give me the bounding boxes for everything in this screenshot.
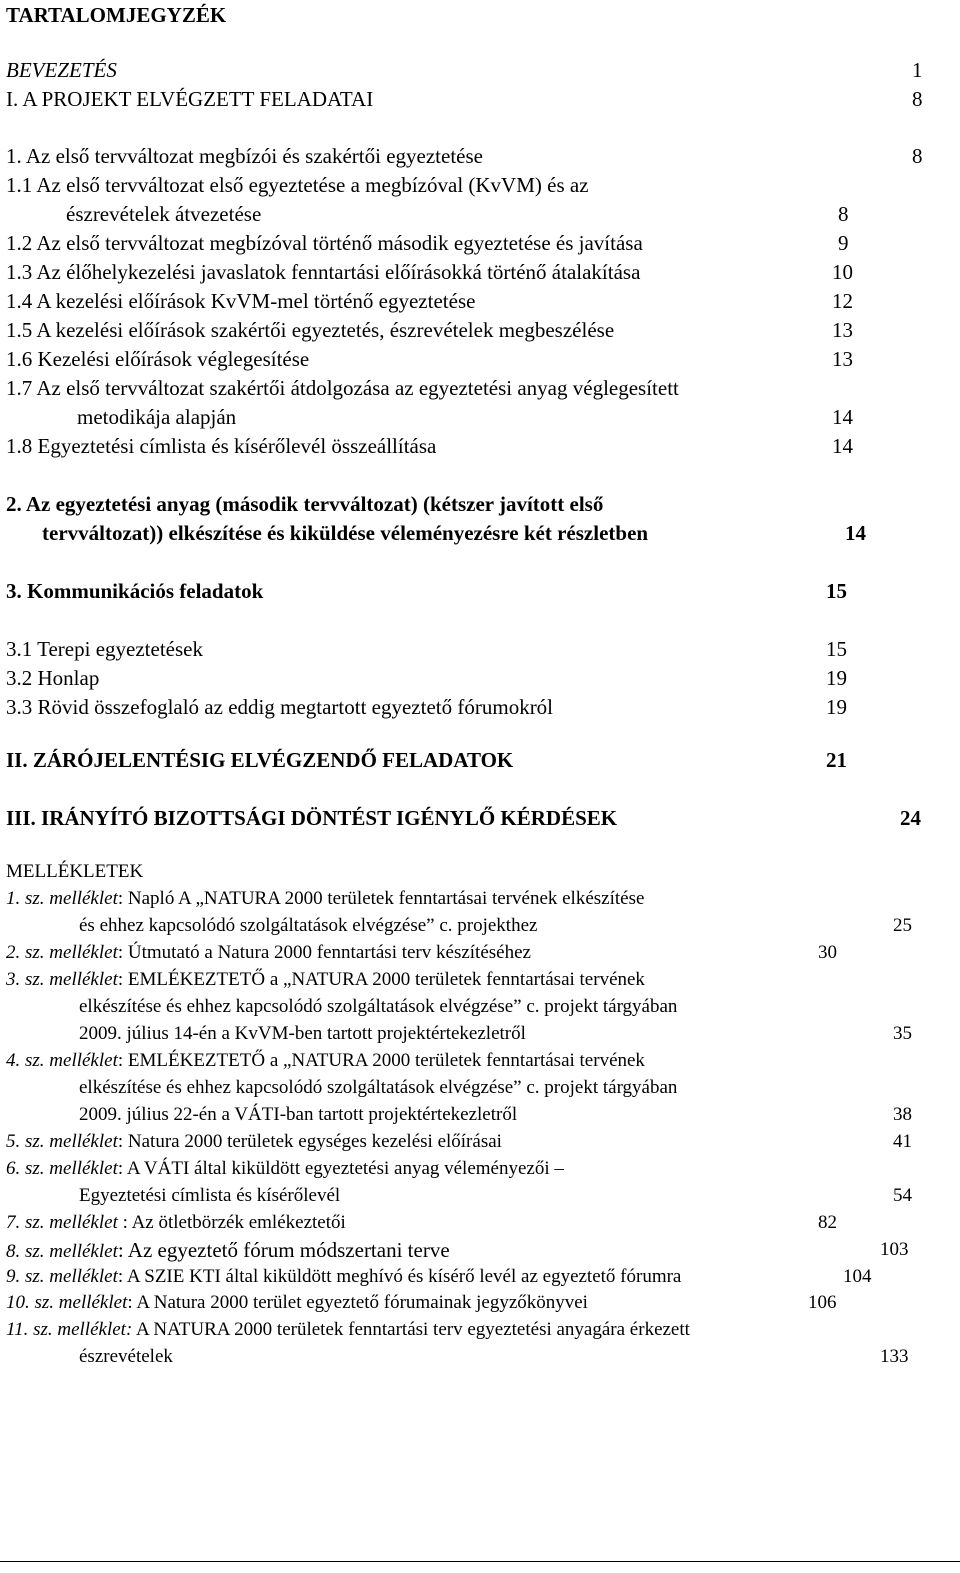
toc-row-s1-7: 1.7 Az első tervváltozat szakértői átdolgozása az egyeztetési anyag véglegesített: [6, 376, 679, 400]
annex-8-number: 8. sz. melléklet: [6, 1241, 118, 1262]
annex-4-title: : EMLÉKEZTETŐ a „NATURA 2000 területek fenntartásai tervének: [117, 1050, 645, 1071]
toc-row-s2: 2. Az egyeztetési anyag (második tervváltozat) (kétszer javított első: [6, 492, 604, 516]
annex-4-cont-2: 2009. július 22-én a VÁTI-ban tartott projektértekezletről: [79, 1104, 518, 1125]
annex-3-line: [6, 968, 645, 992]
toc-page-s2: 14: [845, 521, 866, 545]
toc-page-s1-7: 14: [832, 405, 853, 429]
toc-row-intro: BEVEZETÉS: [6, 58, 117, 82]
annex-5-title: : Natura 2000 területek egységes kezelési előírásai: [117, 1131, 502, 1152]
toc-page-part2: 21: [826, 748, 847, 772]
toc-page-s3-3: 19: [826, 695, 847, 719]
toc-row-s1-5: 1.5 A kezelési előírások szakértői egyeztetés, észrevételek megbeszélése: [6, 318, 615, 342]
annex-11-number: 11. sz. melléklet:: [6, 1319, 133, 1340]
toc-page-s1-2: 9: [838, 231, 849, 255]
annex-3-cont-1: elkészítése és ehhez kapcsolódó szolgáltatások elvégzése” c. projekt tárgyában: [79, 996, 678, 1017]
toc-row-s1-7-cont: metodikája alapján: [77, 405, 237, 429]
toc-row-s1-8: 1.8 Egyeztetési címlista és kísérőlevél összeállítása: [6, 434, 437, 458]
annex-6-title: : A VÁTI által kiküldött egyeztetési anyag véleményezői –: [117, 1158, 564, 1179]
annex-1-cont: és ehhez kapcsolódó szolgáltatások elvégzése” c. projekthez: [79, 915, 538, 936]
toc-row-s1-1-cont: észrevételek átvezetése: [66, 202, 262, 226]
annex-11-page: 133: [880, 1346, 909, 1367]
toc-page-part3: 24: [900, 806, 921, 830]
annex-3-cont-2: 2009. július 14-én a KvVM-ben tartott projektértekezletről: [79, 1023, 526, 1044]
toc-page-part1: 8: [912, 87, 923, 111]
annex-4-cont-1: elkészítése és ehhez kapcsolódó szolgáltatások elvégzése” c. projekt tárgyában: [79, 1077, 678, 1098]
annex-11-title: A NATURA 2000 területek fenntartási terv egyeztetési anyagára érkezett: [132, 1319, 690, 1340]
annex-8-title: : Az egyeztető fórum módszertani terve: [117, 1238, 450, 1262]
annex-8-page: 103: [880, 1239, 909, 1260]
annex-3-page: 35: [893, 1023, 912, 1044]
toc-page-s3-1: 15: [826, 637, 847, 661]
annex-6-cont: Egyeztetési címlista és kísérőlevél: [79, 1185, 341, 1206]
toc-row-s3-3: 3.3 Rövid összefoglaló az eddig megtartott egyeztető fórumokról: [6, 695, 554, 719]
footer-divider: [0, 1561, 960, 1562]
toc-row-part2: II. ZÁRÓJELENTÉSIG ELVÉGZENDŐ FELADATOK: [6, 748, 514, 772]
toc-row-s3-2: 3.2 Honlap: [6, 666, 100, 690]
toc-row-s1-2: 1.2 Az első tervváltozat megbízóval történő második egyeztetése és javítása: [6, 231, 643, 255]
annex-9-line: [6, 1265, 681, 1289]
toc-page-intro: 1: [912, 58, 923, 82]
annex-4-number: 4. sz. melléklet: [6, 1050, 118, 1071]
toc-row-part3: III. IRÁNYÍTÓ BIZOTTSÁGI DÖNTÉST IGÉNYLŐ KÉRDÉSEK: [6, 806, 618, 830]
annex-2-title: : Útmutató a Natura 2000 fenntartási terv készítéséhez: [117, 942, 531, 963]
annex-10-title: : A Natura 2000 terület egyeztető fórumainak jegyzőkönyvei: [127, 1292, 588, 1313]
annex-9-number: 9. sz. melléklet: [6, 1266, 118, 1287]
annex-5-number: 5. sz. melléklet: [6, 1131, 118, 1152]
annex-2-number: 2. sz. melléklet: [6, 942, 118, 963]
toc-page-s3-2: 19: [826, 666, 847, 690]
annex-10-page: 106: [808, 1292, 837, 1313]
toc-row-s3-1: 3.1 Terepi egyeztetések: [6, 637, 203, 661]
annex-6-number: 6. sz. melléklet: [6, 1158, 118, 1179]
toc-page-s3: 15: [826, 579, 847, 603]
annex-5-line: [6, 1130, 502, 1154]
annex-heading: MELLÉKLETEK: [6, 861, 144, 882]
toc-page-s1-1: 8: [838, 202, 849, 226]
annex-1-line: [6, 887, 644, 911]
toc-row-s1: 1. Az első tervváltozat megbízói és szakértői egyeztetése: [6, 144, 483, 168]
annex-10-line: [6, 1291, 588, 1315]
annex-9-page: 104: [843, 1266, 872, 1287]
annex-11-cont: észrevételek: [79, 1346, 173, 1367]
annex-1-title: : Napló A „NATURA 2000 területek fenntartásai tervének elkészítése: [117, 888, 645, 909]
toc-title: TARTALOMJEGYZÉK: [6, 3, 227, 27]
annex-3-number: 3. sz. melléklet: [6, 969, 118, 990]
toc-row-s1-1: 1.1 Az első tervváltozat első egyeztetése a megbízóval (KvVM) és az: [6, 173, 589, 197]
toc-page-s1-4: 12: [832, 289, 853, 313]
annex-7-line: [6, 1211, 346, 1235]
annex-9-title: : A SZIE KTI által kiküldött meghívó és kísérő levél az egyeztető fórumra: [117, 1266, 682, 1287]
annex-11-line: [6, 1318, 690, 1342]
toc-row-s1-6: 1.6 Kezelési előírások véglegesítése: [6, 347, 310, 371]
annex-4-line: [6, 1049, 645, 1073]
toc-page-s1-3: 10: [832, 260, 853, 284]
annex-5-page: 41: [893, 1131, 912, 1152]
annex-4-page: 38: [893, 1104, 912, 1125]
toc-row-s3: 3. Kommunikációs feladatok: [6, 579, 264, 603]
annex-7-number: 7. sz. melléklet: [6, 1212, 118, 1233]
annex-6-page: 54: [893, 1185, 912, 1206]
toc-page-s1: 8: [912, 144, 923, 168]
annex-1-number: 1. sz. melléklet: [6, 888, 118, 909]
annex-2-page: 30: [818, 942, 837, 963]
annex-10-number: 10. sz. melléklet: [6, 1292, 128, 1313]
toc-row-s2-cont: tervváltozat)) elkészítése és kiküldése véleményezésre két részletben: [42, 521, 649, 545]
toc-page-s1-6: 13: [832, 347, 853, 371]
annex-1-page: 25: [893, 915, 912, 936]
toc-row-s1-4: 1.4 A kezelési előírások KvVM-mel történő egyeztetése: [6, 289, 476, 313]
toc-page-s1-8: 14: [832, 434, 853, 458]
annex-7-title: : Az ötletbörzék emlékeztetői: [117, 1212, 346, 1233]
toc-page-s1-5: 13: [832, 318, 853, 342]
annex-7-page: 82: [818, 1212, 837, 1233]
toc-row-s1-3: 1.3 Az élőhelykezelési javaslatok fenntartási előírásokká történő átalakítása: [6, 260, 641, 284]
annex-8-line: [6, 1238, 450, 1264]
annex-6-line: [6, 1157, 564, 1181]
toc-row-part1: I. A PROJEKT ELVÉGZETT FELADATAI: [6, 87, 374, 111]
annex-2-line: [6, 941, 531, 965]
annex-3-title: : EMLÉKEZTETŐ a „NATURA 2000 területek fenntartásai tervének: [117, 969, 645, 990]
